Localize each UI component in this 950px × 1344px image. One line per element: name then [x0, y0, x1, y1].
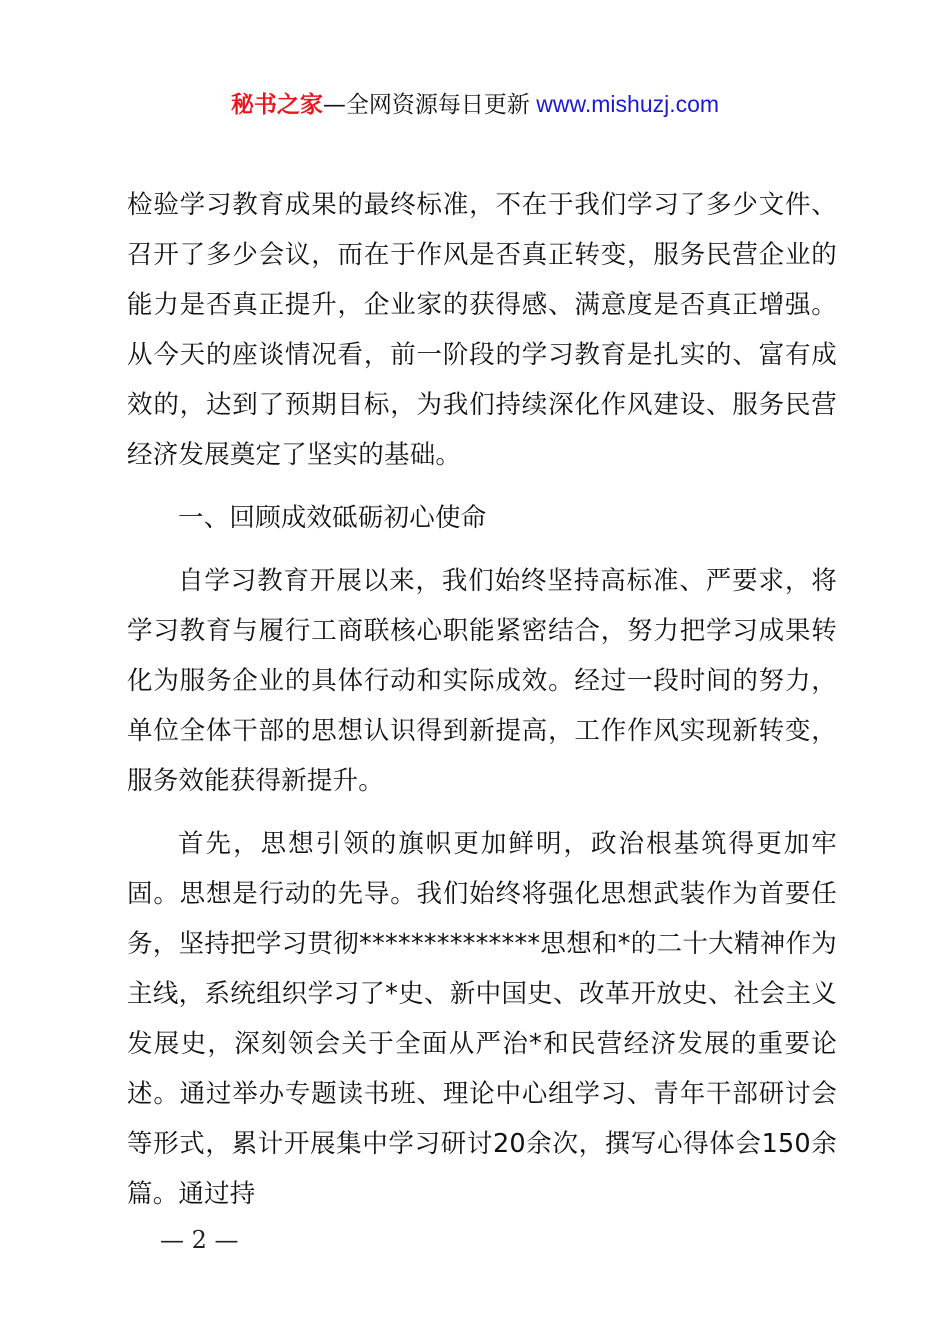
- site-url-link[interactable]: www.mishuzj.com: [529, 91, 720, 117]
- paragraph-overview: 自学习教育开展以来，我们始终坚持高标准、严要求，将学习教育与履行工商联核心职能紧密结合，努力把学习成果转化为服务企业的具体行动和实际成效。经过一段时间的努力，单位全体干部的思想认识得到新提高，工作作风实现新转变，服务效能获得新提升。: [127, 566, 837, 796]
- page-number: — 2 —: [160, 1226, 239, 1254]
- document-body: [127, 180, 837, 1219]
- paragraph-intro: 检验学习教育成果的最终标准，不在于我们学习了多少文件、召开了多少会议，而在于作风是否真正转变，服务民营企业的能力是否真正提升，企业家的获得感、满意度是否真正增强。从今天的座谈情况看，前一阶段的学习教育是扎实的、富有成效的，达到了预期目标，为我们持续深化作风建设、服务民营经济发展奠定了坚实的基础。: [127, 190, 837, 470]
- paragraph-first-point: 首先，思想引领的旗帜更加鲜明，政治根基筑得更加牢固。思想是行动的先导。我们始终将强化思想武装作为首要任务，坚持把学习贯彻**************思想和*的二十大精神作为主线，系统组织学习了*史、新中国史、改革开放史、社会主义发展史，深刻领会关于全面从严治*和民营经济发展的重要论述。通过举办专题读书班、理论中心组学习、青年干部研讨会等形式，累计开展集中学习研讨20余次，撰写心得体会150余篇。通过持: [127, 829, 837, 1209]
- site-header: [0, 86, 950, 123]
- site-slogan: —全网资源每日更新: [322, 92, 530, 118]
- site-brand: 秘书之家: [230, 92, 323, 118]
- section-heading: 一、回顾成效砥砺初心使命: [178, 503, 487, 533]
